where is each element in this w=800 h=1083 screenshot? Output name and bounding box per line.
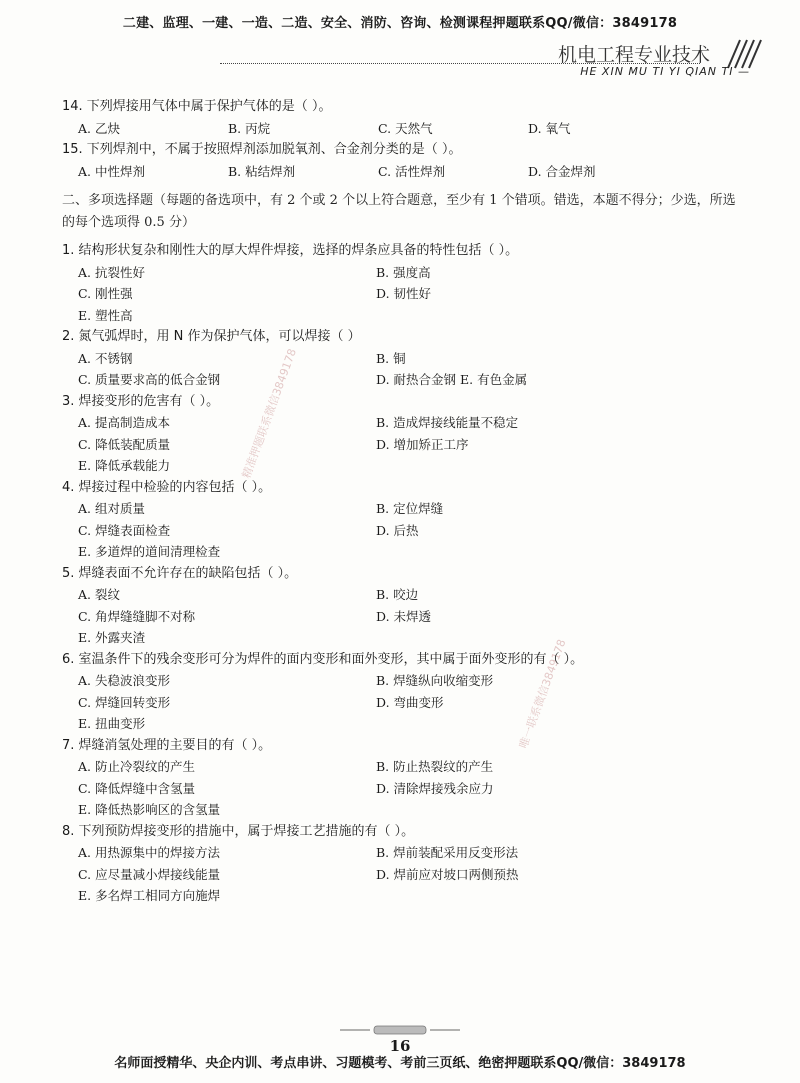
option-a: A. 用热源集中的焊接方法: [78, 845, 220, 860]
multi-question-1: [62, 240, 742, 326]
option-grid: [62, 584, 742, 649]
option-a: A. 抗裂性好: [78, 264, 145, 280]
option-d: D. 增加矫正工序: [376, 436, 469, 452]
question-stem: 8. 下列预防焊接变形的措施中，属于焊接工艺措施的有（ ）。: [62, 823, 415, 839]
option-c: C. 焊缝回转变形: [78, 694, 171, 710]
option-e: E. 多名焊工相同方向施焊: [78, 888, 221, 903]
multi-question-7: [62, 735, 742, 821]
option-a: A. 防止冷裂纹的产生: [78, 759, 195, 774]
section-heading-multiple-choice: 二、多项选择题（每题的备选项中，有 2 个或 2 个以上符合题意，至少有 1 个错项。错选，本题不得分；少选，所选的每个选项得 0.5 分）: [62, 193, 736, 230]
option-a: A. 中性焊剂: [78, 163, 145, 179]
option-grid: [62, 670, 742, 735]
option-d: D. 弯曲变形: [376, 694, 444, 710]
option-c: C. 刚性强: [78, 286, 133, 301]
question-stem: 7. 焊缝消氢处理的主要目的有（ ）。: [62, 737, 272, 753]
option-b: B. 造成焊接线能量不稳定: [376, 415, 519, 430]
option-b: B. 定位焊缝: [376, 501, 444, 516]
option-c: C. 降低装配质量: [78, 436, 171, 452]
question-14: [62, 96, 742, 139]
watermark-2: 唯一联系微信3849178: [516, 637, 569, 751]
option-c: C. 活性焊剂: [378, 163, 446, 179]
option-a: A. 裂纹: [78, 587, 120, 602]
option-d: D. 氧气: [528, 120, 571, 136]
option-b: B. 铜: [376, 350, 406, 366]
question-15: [62, 139, 742, 182]
question-stem: 3. 焊接变形的危害有（ ）。: [62, 393, 220, 409]
option-e: E. 降低热影响区的含氢量: [78, 802, 221, 817]
multi-question-5: [62, 563, 742, 649]
multi-question-6: [62, 649, 742, 735]
running-header-title: 机电工程专业技术: [557, 44, 710, 66]
option-d: D. 后热: [376, 522, 419, 538]
option-d-e: D. 耐热合金钢 E. 有色金属: [376, 372, 528, 387]
option-d: D. 清除焊接残余应力: [376, 780, 494, 796]
option-c: C. 降低焊缝中含氢量: [78, 780, 196, 796]
option-grid: [62, 842, 742, 907]
option-c: C. 天然气: [378, 120, 433, 136]
page-number: 16: [389, 1037, 411, 1055]
option-c: C. 应尽量减小焊接线能量: [78, 866, 221, 882]
question-stem: 14. 下列焊接用气体中属于保护气体的是（ ）。: [62, 99, 332, 114]
option-a: A. 乙炔: [78, 120, 120, 136]
page-content: [62, 96, 742, 907]
option-grid: [62, 348, 742, 391]
option-b: B. 焊前装配采用反变形法: [376, 845, 519, 860]
option-b: B. 强度高: [376, 264, 431, 280]
option-d: D. 韧性好: [376, 286, 432, 301]
option-d: D. 未焊透: [376, 608, 432, 624]
option-grid: [62, 262, 742, 327]
question-stem: 1. 结构形状复杂和刚性大的厚大焊件焊接，选择的焊条应具备的特性包括（ ）。: [62, 243, 519, 258]
option-c: C. 质量要求高的低合金钢: [78, 372, 221, 387]
option-e: E. 多道焊的道间清理检查: [78, 544, 221, 559]
watermark-1: 精准押题联系微信3849178: [239, 346, 299, 481]
question-stem: 5. 焊缝表面不允许存在的缺陷包括（ ）。: [62, 565, 298, 581]
question-stem: 4. 焊接过程中检验的内容包括（ ）。: [62, 479, 272, 495]
option-grid: [62, 412, 742, 477]
option-e: E. 扭曲变形: [78, 716, 146, 731]
option-a: A. 提高制造成本: [78, 415, 170, 430]
option-row: [62, 118, 742, 140]
option-row: [62, 161, 742, 183]
multi-question-8: [62, 821, 742, 907]
top-advertisement: 二建、监理、一建、一造、二造、安全、消防、咨询、检测课程押题联系QQ/微信：3849178: [122, 16, 678, 31]
question-stem: 2. 氮气弧焊时，用 N 作为保护气体，可以焊接（ ）: [62, 329, 361, 344]
bottom-advertisement: 名师面授精华、央企内训、考点串讲、习题模考、考前三页纸、绝密押题联系QQ/微信：3849178: [114, 1056, 686, 1071]
question-stem: 6. 室温条件下的残余变形可分为焊件的面内变形和面外变形，其中属于面外变形的有（ ）。: [62, 651, 584, 667]
option-d: D. 合金焊剂: [528, 163, 596, 179]
option-e: E. 外露夹渣: [78, 630, 146, 645]
multi-question-4: [62, 477, 742, 563]
multi-question-2: [62, 326, 742, 391]
running-header-pinyin: HE XIN MU TI YI QIAN TI —: [580, 65, 750, 78]
option-a: A. 不锈钢: [78, 350, 133, 366]
option-b: B. 咬边: [376, 587, 419, 602]
option-c: C. 角焊缝缝脚不对称: [78, 608, 196, 624]
option-c: C. 焊缝表面检查: [78, 522, 171, 538]
option-e: E. 降低承载能力: [78, 458, 171, 473]
option-a: A. 失稳波浪变形: [78, 673, 170, 688]
option-b: B. 焊缝纵向收缩变形: [376, 673, 494, 688]
option-e: E. 塑性高: [78, 307, 133, 323]
option-d: D. 焊前应对坡口两侧预热: [376, 866, 519, 882]
option-grid: [62, 498, 742, 563]
option-b: B. 丙烷: [228, 120, 271, 136]
multi-question-3: [62, 391, 742, 477]
option-b: B. 防止热裂纹的产生: [376, 759, 494, 774]
option-grid: [62, 756, 742, 821]
option-b: B. 粘结焊剂: [228, 163, 296, 179]
question-stem: 15. 下列焊剂中，不属于按照焊剂添加脱氧剂、合金剂分类的是（ ）。: [62, 142, 462, 157]
footer-ornament: [340, 1024, 460, 1036]
option-a: A. 组对质量: [78, 501, 145, 516]
